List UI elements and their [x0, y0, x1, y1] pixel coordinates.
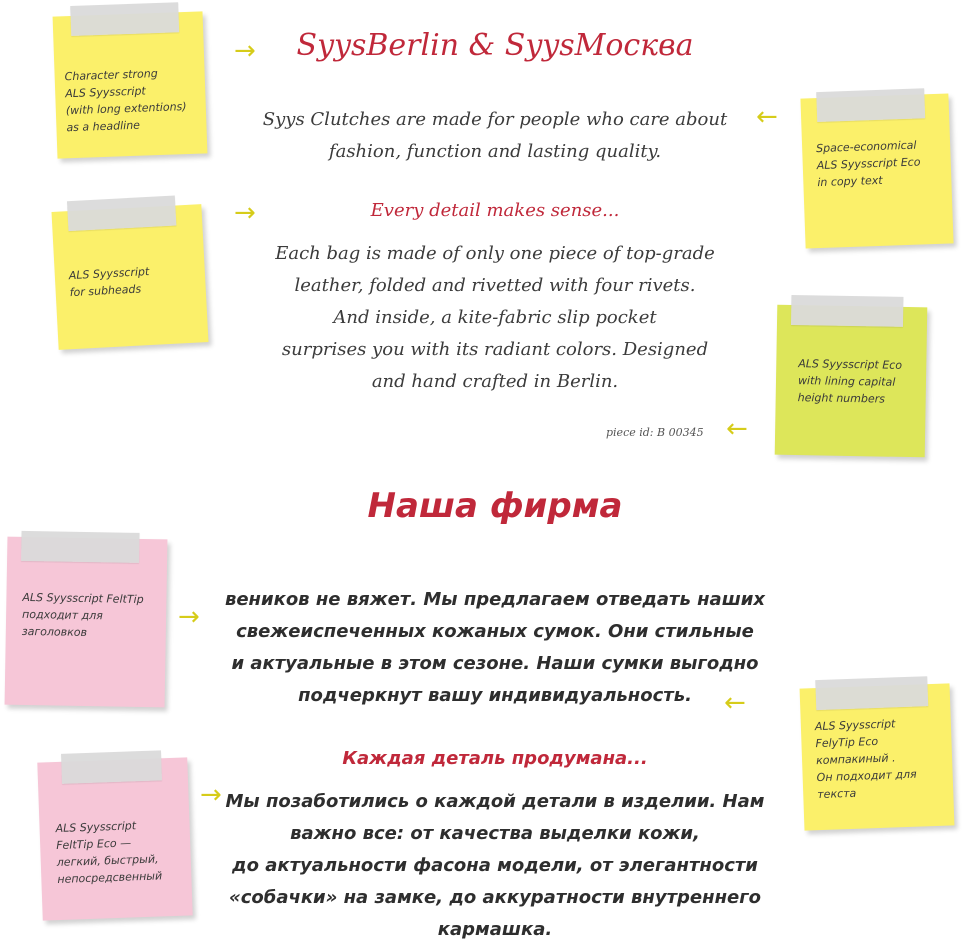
english-headline: SyysBerlin & SyysМосква [296, 28, 694, 63]
sticky-note-subheads [51, 204, 208, 350]
tape [70, 2, 179, 36]
english-intro: Syys Clutches are made for people who care about fashion, function and lasting quality. [262, 109, 728, 162]
note-text: Space-economical ALS Syysscript Eco in copy text [815, 138, 921, 190]
arrow-left-icon: ← [756, 102, 778, 132]
russian-body-2: Мы позаботились о каждой детали в изделии. Нам важно все: от качества выделки кожи, до актуальности фасона модели, от элегантности «собачки» на замке, до аккуратности внутреннего кармашка. [225, 791, 765, 940]
arrow-left-icon: ← [724, 688, 746, 718]
sticky-note-numbers [775, 305, 928, 458]
note-text: Character strong ALS Syysscript (with long extentions) as a headline [64, 67, 187, 135]
sticky-note-headline [53, 11, 208, 158]
tape [61, 750, 162, 783]
sticky-note-felytip-eco [800, 683, 955, 830]
sticky-note-felttip-eco [37, 757, 192, 920]
note-text: ALS Syysscript Eco with lining capital height numbers [797, 357, 903, 406]
sticky-note-copy-text [800, 93, 953, 248]
english-body: Each bag is made of only one piece of top-grade leather, folded and rivetted with four rivets. And inside, a kite-fabric slip pocket surprises you with its radiant colors. Designed and hand crafted in Berlin. [275, 243, 715, 392]
note-text: ALS Syysscript FeltTip Eco — легкий, быстрый, непосредсвенный [55, 819, 163, 887]
tape [791, 295, 904, 327]
english-subhead: Every detail makes sense... [370, 200, 620, 221]
tape [816, 88, 925, 122]
arrow-right-icon: → [234, 198, 256, 228]
note-text: ALS Syysscript FeltTip подходит для заголовков [21, 590, 144, 640]
arrow-left-icon: ← [726, 414, 748, 444]
note-text: ALS Syysscript FelyTip Eco компакиный . Он подходит для текста [814, 717, 917, 802]
tape [21, 531, 140, 563]
tape [67, 196, 176, 232]
arrow-right-icon: → [178, 602, 200, 632]
russian-subhead: Каждая деталь продумана... [342, 748, 648, 769]
russian-body: веников не вяжет. Мы предлагаем отведать наших свежеиспеченных кожаных сумок. Они стильные и актуальные в этом сезоне. Наши сумки выгодно подчеркнут вашу индивидуальность. [224, 589, 766, 706]
piece-id: piece id: B 00345 [606, 426, 704, 439]
tape [815, 676, 928, 710]
arrow-right-icon: → [234, 36, 256, 66]
russian-headline: Наша фирма [367, 486, 623, 526]
note-text: ALS Syysscript for subheads [68, 264, 150, 300]
sticky-note-felttip [5, 537, 168, 708]
arrow-right-icon: → [200, 780, 222, 810]
